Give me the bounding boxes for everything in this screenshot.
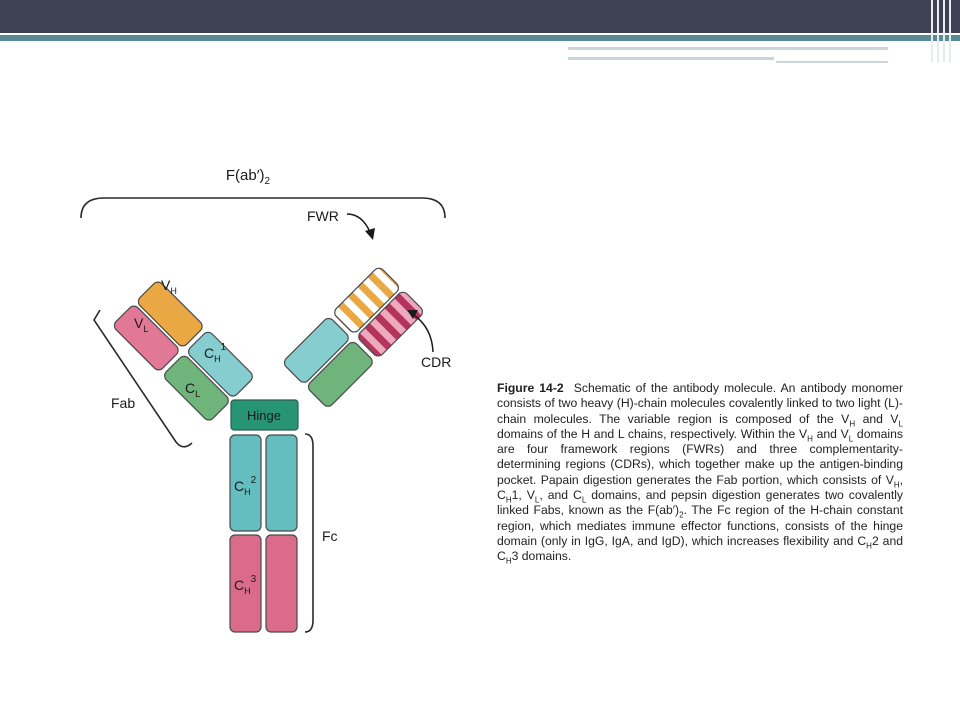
ch3-domain-right — [266, 535, 297, 632]
f-ab2-bracket — [81, 198, 445, 218]
fc-label: Fc — [322, 528, 338, 544]
ch2-label: $C_H^2$ — [234, 475, 257, 497]
vh-label: $V_H$ — [161, 277, 177, 296]
figure-caption: Figure 14-2 Schematic of the antibody molecule. An antibody monomer consists of two heavy (H)-chain molecules covalently linked to two light (L)-chain molecules. The variable region is composed of the $V_H$ and $V_L$ domains of the H and L chains, respectively. Within the $V_H$ and $V_L$ domains are four framework regions (FWRs) and three complementarity-determining regions (CDRs), which together make up the antigen-binding pocket. Papain digestion generates the Fab portion, which consists of $V_H$, $C_H1$, $V_L$, and $C_L$ domains, and pepsin digestion generates two covalently linked Fabs, known as the $F(ab')_2$. The Fc region of the H-chain constant region, which mediates immune effector functions, consists of the hinge domain (only in IgG, IgA, and IgD), which increases flexibility and $C_H2$ and $C_H3$ domains. — [497, 381, 904, 566]
fc-bracket — [305, 434, 313, 632]
ch2-domain-right — [266, 435, 297, 531]
ch3-label: $C_H^3$ — [234, 574, 257, 596]
fwr-arrowhead — [365, 228, 375, 240]
hinge-label: Hinge — [247, 408, 281, 423]
ch1-label: $C_H^1$ — [204, 342, 227, 364]
fab-label: Fab — [111, 395, 136, 411]
vl-label: $V_L$ — [134, 315, 149, 334]
cl-label: $C_L$ — [185, 380, 201, 399]
f-ab2-label: $F(ab')_2$ — [225, 167, 271, 187]
figure-caption-label: Figure 14-2 — [497, 381, 564, 395]
cdr-label: CDR — [421, 354, 452, 370]
fwr-label: FWR — [307, 208, 339, 224]
fwr-arrow — [347, 214, 370, 232]
